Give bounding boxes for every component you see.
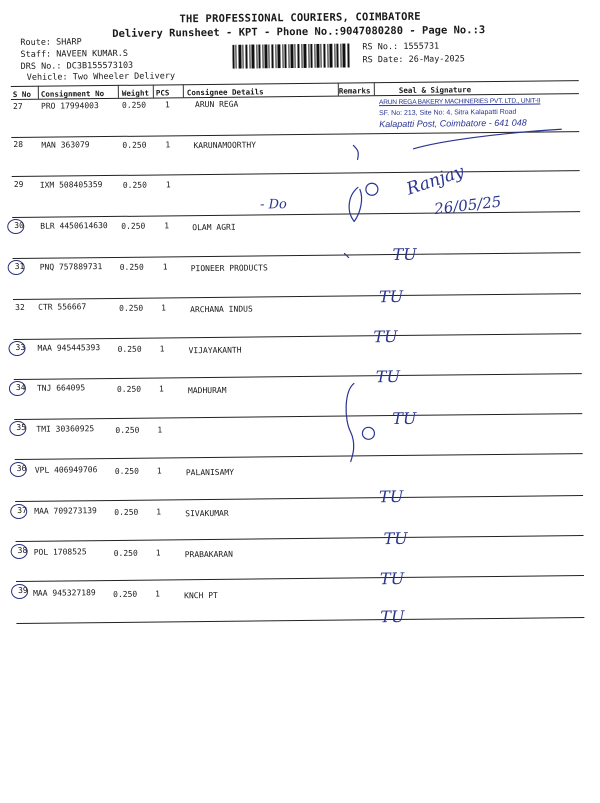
row-sno: 27 — [12, 101, 23, 112]
row-weight: 0.250 — [121, 100, 147, 110]
row-weight: 0.250 — [114, 507, 139, 517]
row-weight: 0.250 — [113, 548, 138, 558]
row-weight: 0.250 — [113, 589, 138, 599]
row-consignee: OLAM AGRI — [192, 222, 236, 233]
stamp-location: Kalapatti Post, Coimbatore - 641 048 — [379, 117, 527, 130]
row-sno: 34 — [15, 382, 26, 392]
row-consignment: MAA 709273139 — [34, 506, 97, 516]
row-sno: 35 — [16, 422, 27, 432]
staff-label: Staff: NAVEEN KUMAR.S — [20, 48, 128, 60]
row-consignee: KARUNAMOORTHY — [193, 140, 257, 151]
row-consignment: MAA 945327189 — [33, 588, 96, 598]
row-pcs: 1 — [156, 507, 162, 517]
initials-signature: TU — [383, 528, 408, 549]
row-weight: 0.250 — [122, 180, 147, 190]
vehicle-label: Vehicle: Two Wheeler Delivery — [26, 71, 176, 83]
row-pcs: 1 — [156, 466, 162, 476]
row-sno: 30 — [14, 220, 24, 231]
row-consignment: PRO 17994003 — [40, 101, 99, 111]
initials-signature: TU — [375, 366, 401, 387]
row-sno: 39 — [18, 585, 28, 595]
col-sno: S No — [12, 89, 31, 100]
rs-number: RS No.: 1555731 — [362, 41, 440, 53]
row-consignment: TNJ 664095 — [36, 383, 86, 393]
row-consignee: PIONEER PRODUCTS — [190, 263, 268, 274]
row-consignee: PRABAKARAN — [184, 549, 233, 560]
row-pcs: 1 — [159, 344, 165, 354]
row-consignment: MAN 363079 — [41, 140, 90, 150]
stamp-signature-stroke — [413, 129, 561, 149]
row-consignment: PNQ 757889731 — [39, 262, 103, 272]
initials-signature: TU — [392, 244, 417, 265]
row-consignee: KNCH PT — [184, 590, 218, 601]
row-consignee: PALANISAMY — [185, 467, 235, 478]
col-seal: Seal & Signature — [398, 85, 472, 95]
initials-signature: TU — [379, 568, 405, 589]
runsheet-title: Delivery Runsheet - KPT - Phone No.:9047080280 - Page No.:3 — [112, 24, 486, 40]
col-pcs: PCS — [155, 88, 170, 98]
stamp-company: ARUN REGA BAKERY MACHINERIES PVT. LTD., UNIT-II — [378, 97, 541, 107]
row-consignee: ARCHANA INDUS — [190, 304, 253, 315]
initials-signature: TU — [380, 606, 405, 627]
row-consignee: MADHURAM — [187, 385, 227, 396]
initials-signature: TU — [379, 486, 404, 507]
row-pcs: 1 — [161, 303, 166, 313]
brace-mark — [346, 383, 355, 461]
ditto-mark: - Do — [259, 197, 287, 213]
row-consignment: VPL 406949706 — [34, 465, 98, 475]
row-consignment: TMI 30360925 — [36, 424, 95, 434]
brace-mark — [349, 187, 362, 221]
date-29: 26/05/25 — [433, 192, 503, 219]
col-consignment: Consignment No — [40, 89, 105, 99]
remark-tick-mark — [345, 254, 349, 258]
row-weight: 0.250 — [122, 140, 147, 150]
stamp-address: SF. No: 213, Site No: 4, Sitra Kalapatti Road — [379, 108, 517, 118]
row-weight: 0.250 — [121, 221, 146, 231]
row-pcs: 1 — [158, 384, 164, 394]
row-pcs: 1 — [162, 262, 168, 272]
row-sno: 31 — [14, 261, 25, 272]
row-consignment: IXM 508405359 — [39, 180, 103, 190]
rs-date: RS Date: 26-May-2025 — [362, 54, 465, 66]
initials-signature: TU — [373, 326, 398, 347]
row-sno: 38 — [17, 545, 28, 555]
row-consignment: POL 1708525 — [33, 547, 87, 557]
row-weight: 0.250 — [114, 466, 139, 476]
row-consignment: MAA 945445393 — [37, 343, 101, 353]
row-pcs: 1 — [164, 100, 170, 110]
row-weight: 0.250 — [119, 303, 144, 313]
row-weight: 0.250 — [115, 425, 140, 435]
circle-mark — [366, 183, 378, 195]
row-consignee: ARUN REGA — [194, 99, 239, 110]
row-sno: 28 — [13, 139, 24, 150]
row-weight: 0.250 — [119, 262, 144, 272]
row-sno: 33 — [15, 342, 26, 352]
row-sno: 37 — [17, 505, 27, 515]
row-pcs: 1 — [155, 589, 160, 599]
col-consignee: Consignee Details — [186, 87, 264, 98]
row-consignment: BLR 4450614630 — [40, 221, 108, 231]
row-pcs: 1 — [165, 180, 171, 190]
row-sno: 32 — [15, 302, 25, 312]
signature-29: Ranjay — [404, 161, 467, 200]
circle-mark — [362, 427, 374, 439]
row-weight: 0.250 — [117, 344, 142, 354]
row-pcs: 1 — [164, 221, 170, 231]
col-weight: Weight — [121, 88, 150, 98]
row-consignee: VIJAYAKANTH — [188, 345, 242, 356]
row-sno: 36 — [16, 463, 27, 473]
company-title: THE PROFESSIONAL COURIERS, COIMBATORE — [179, 10, 421, 26]
row-pcs: 1 — [157, 425, 163, 435]
remark-tick-mark — [353, 145, 358, 159]
drs-number: DRS No.: DC3B155573103 — [20, 60, 134, 72]
row-pcs: 1 — [165, 140, 171, 150]
row-sno: 29 — [13, 179, 24, 190]
row-consignee: SIVAKUMAR — [185, 508, 229, 519]
col-remarks: Remarks — [338, 86, 371, 96]
initials-signature: TU — [392, 408, 417, 429]
initials-signature: TU — [378, 286, 404, 307]
row-pcs: 1 — [155, 548, 161, 558]
route-label: Route: SHARP — [20, 37, 82, 48]
row-consignment: CTR 556667 — [38, 302, 87, 312]
row-weight: 0.250 — [116, 384, 142, 394]
